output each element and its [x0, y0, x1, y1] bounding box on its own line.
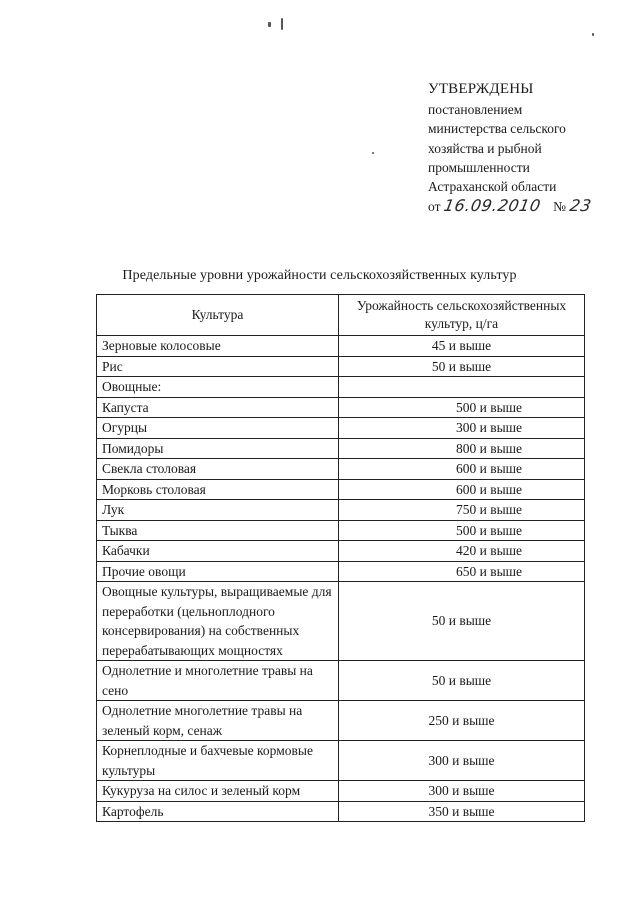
table-row — [97, 701, 585, 741]
approval-line: хозяйства и рыбной — [428, 140, 542, 156]
approval-line: промышленности — [428, 159, 530, 175]
yield-value-cell: 420 и выше — [339, 541, 585, 562]
table-row — [97, 801, 585, 822]
table-row — [97, 781, 585, 802]
scan-speck — [372, 152, 374, 154]
approval-stamp — [428, 80, 628, 217]
table-row — [97, 397, 585, 418]
crop-name-cell: Корнеплодные и бахчевые кормовые культуры — [97, 741, 339, 781]
yield-value-cell: 350 и выше — [339, 801, 585, 822]
table-row — [97, 561, 585, 582]
approval-line: Астраханской области — [428, 179, 557, 195]
header-yield: Урожайность сельскохозяйственных культур, ц/га — [339, 295, 585, 336]
table-row — [97, 541, 585, 562]
approval-date-line — [428, 196, 628, 216]
crop-name-cell: Помидоры — [97, 438, 339, 459]
crop-name-cell: Картофель — [97, 801, 339, 822]
table-row — [97, 438, 585, 459]
yield-value-cell: 250 и выше — [339, 701, 585, 741]
crop-name-cell: Овощные: — [97, 377, 339, 398]
number-prefix: № — [553, 199, 566, 215]
table-row — [97, 356, 585, 377]
yield-value-cell: 45 и выше — [339, 336, 585, 357]
yield-value-cell: 50 и выше — [339, 356, 585, 377]
yield-value-cell: 300 и выше — [339, 418, 585, 439]
yield-value-cell: 50 и выше — [339, 661, 585, 701]
scan-speck — [592, 33, 594, 36]
yield-value-cell: 800 и выше — [339, 438, 585, 459]
crop-name-cell: Огурцы — [97, 418, 339, 439]
crop-name-cell: Прочие овощи — [97, 561, 339, 582]
crop-name-cell: Капуста — [97, 397, 339, 418]
yield-value-cell: 600 и выше — [339, 479, 585, 500]
crop-name-cell: Кукуруза на силос и зеленый корм — [97, 781, 339, 802]
table-row — [97, 741, 585, 781]
yield-value-cell: 750 и выше — [339, 500, 585, 521]
table-row — [97, 582, 585, 661]
scan-speck — [268, 22, 271, 27]
crop-name-cell: Морковь столовая — [97, 479, 339, 500]
yield-value-cell: 600 и выше — [339, 459, 585, 480]
table-header-row — [97, 295, 585, 336]
crop-name-cell: Однолетние и многолетние травы на сено — [97, 661, 339, 701]
yield-value-cell — [339, 377, 585, 398]
handwritten-number: 23 — [568, 196, 594, 216]
yield-table — [96, 294, 585, 822]
approval-heading: УТВЕРЖДЕНЫ — [428, 81, 534, 97]
approval-line: министерства сельского — [428, 121, 566, 137]
document-title: Предельные уровни урожайности сельскохозяйственных культур — [122, 268, 517, 283]
crop-name-cell: Кабачки — [97, 541, 339, 562]
date-prefix: от — [428, 199, 441, 215]
yield-value-cell: 300 и выше — [339, 781, 585, 802]
handwritten-date: 16.09.2010 — [442, 196, 543, 216]
table-row — [97, 459, 585, 480]
table-row — [97, 418, 585, 439]
table-row — [97, 479, 585, 500]
approval-line: постановлением — [428, 102, 523, 117]
crop-name-cell: Овощные культуры, выращиваемые для переработки (цельноплодного консервирования) на собственных перерабатывающих мощностях — [97, 582, 339, 661]
table-body — [97, 336, 585, 822]
yield-value-cell: 500 и выше — [339, 397, 585, 418]
crop-name-cell: Однолетние многолетние травы на зеленый корм, сенаж — [97, 701, 339, 741]
table-row — [97, 377, 585, 398]
crop-name-cell: Тыква — [97, 520, 339, 541]
crop-name-cell: Рис — [97, 356, 339, 377]
table-row — [97, 500, 585, 521]
header-crop: Культура — [97, 295, 339, 336]
yield-value-cell: 50 и выше — [339, 582, 585, 661]
table-row — [97, 520, 585, 541]
yield-value-cell: 300 и выше — [339, 741, 585, 781]
yield-value-cell: 500 и выше — [339, 520, 585, 541]
table-row — [97, 661, 585, 701]
crop-name-cell: Лук — [97, 500, 339, 521]
scan-speck — [281, 18, 283, 30]
yield-value-cell: 650 и выше — [339, 561, 585, 582]
table-row — [97, 336, 585, 357]
crop-name-cell: Зерновые колосовые — [97, 336, 339, 357]
crop-name-cell: Свекла столовая — [97, 459, 339, 480]
